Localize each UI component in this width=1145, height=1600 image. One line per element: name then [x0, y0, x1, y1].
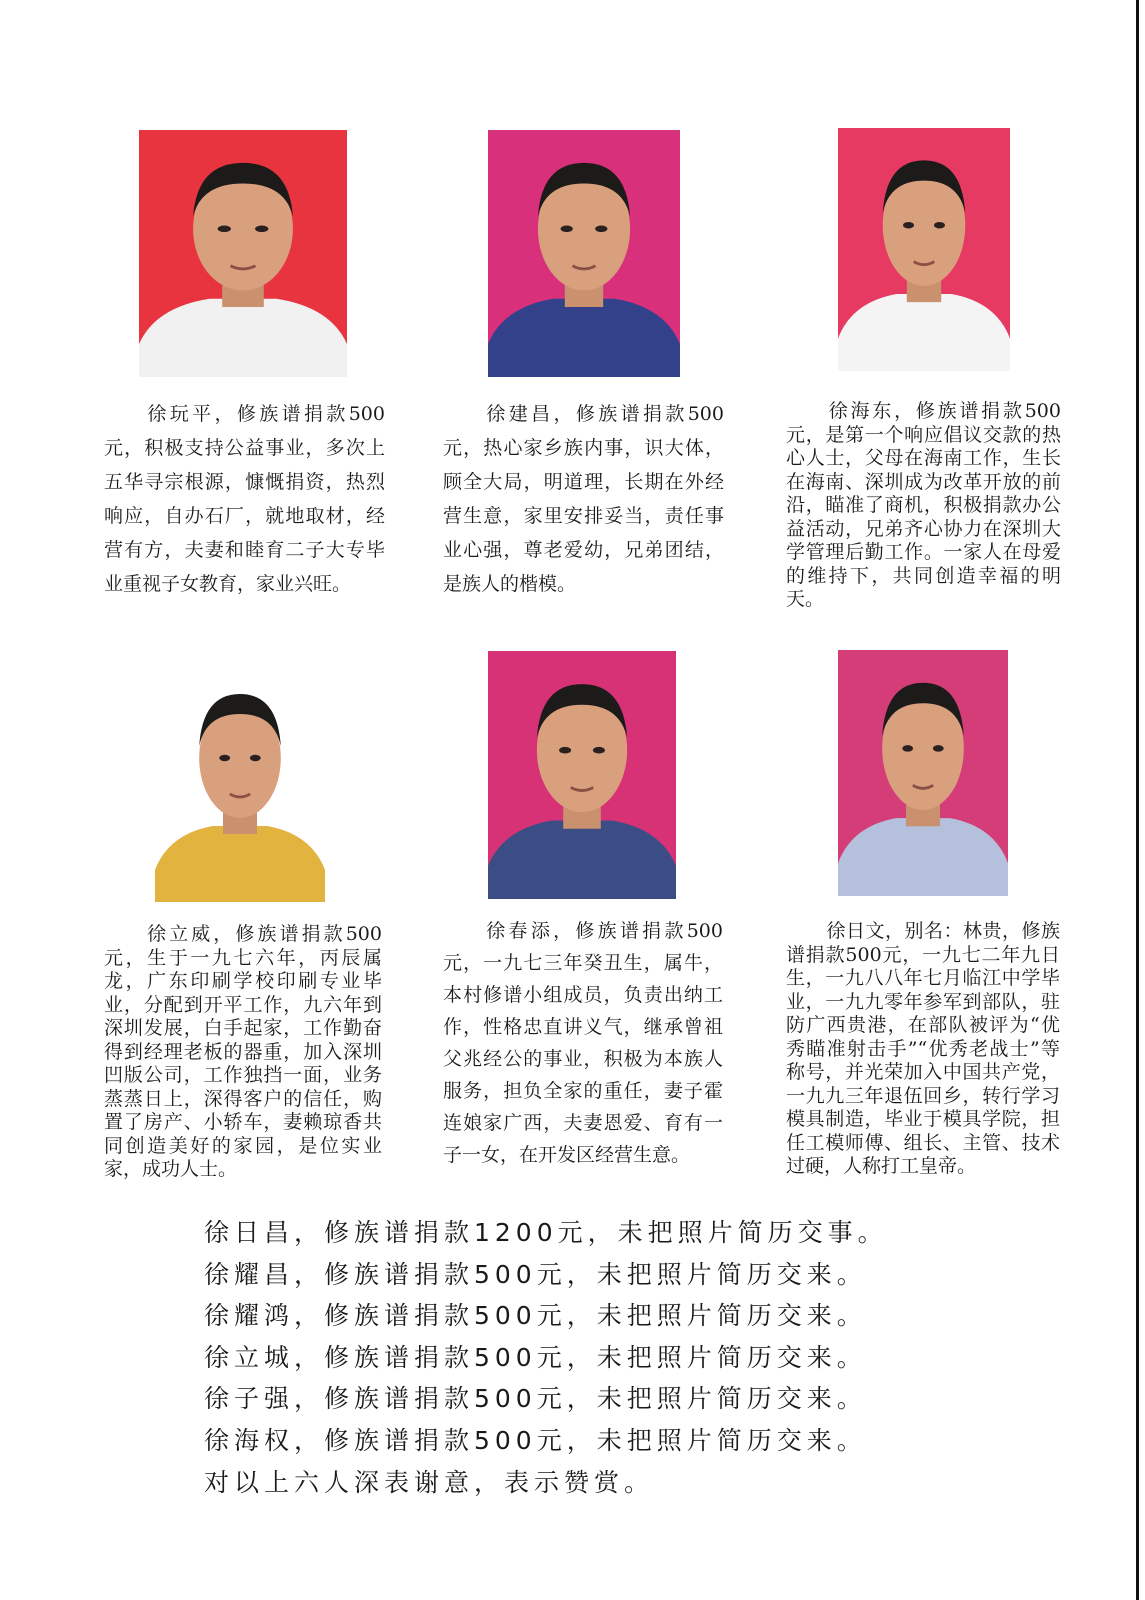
donor-line-2: 徐耀昌，修族谱捐款500元，未把照片简历交来。 [204, 1259, 867, 1289]
thanks-line: 对以上六人深表谢意，表示赞赏。 [204, 1467, 655, 1497]
donor-line-4: 徐立城，修族谱捐款500元，未把照片简历交来。 [204, 1342, 867, 1372]
bio-text-1: 徐玩平，修族谱捐款500元，积极支持公益事业，多次上五华寻宗根源，慷慨捐资，热烈响应，自办石厂，就地取材，经营有方，夫妻和睦育二子大专毕业重视子女教育，家业兴旺。 [104, 403, 385, 595]
donor-line-3: 徐耀鸿，修族谱捐款500元，未把照片简历交来。 [204, 1301, 867, 1331]
portrait-photo-6 [838, 650, 1008, 896]
donor-line-1: 徐日昌，修族谱捐款1200元，未把照片简历交事。 [204, 1218, 888, 1247]
portrait-photo-3 [838, 128, 1010, 371]
bio-text-3: 徐海东，修族谱捐款500元，是第一个响应倡议交款的热心人士，父母在海南工作，生长在海南、深圳成为改革开放的前沿，瞄准了商机，积极捐款办公益活动，兄弟齐心协力在深圳大学管理后勤工作。一家人在母爱的维持下，共同创造幸福的明天。 [786, 400, 1061, 610]
portrait-photo-2 [488, 130, 680, 377]
bio-text-6: 徐日文，别名：林贵，修族谱捐款500元，一九七二年九日生，一九八八年七月临江中学毕业，一九九零年参军到部队，驻防广西贵港，在部队被评为“优秀瞄准射击手”“优秀老战士”等称号，并光荣加入中国共产党，一九九三年退伍回乡，转行学习模具制造，毕业于模具学院，担任工模师傅、组长、主管、技术过硬，人称打工皇帝。 [786, 920, 1060, 1177]
bio-text-4: 徐立威，修族谱捐款500元，生于一九七六年，丙辰属龙，广东印刷学校印刷专业毕业，分配到开平工作，九六年到深圳发展，白手起家，工作勤奋得到经理老板的器重，加入深圳凹版公司，工作独挡一面，业务蒸蒸日上，深得客户的信任，购置了房产、小轿车，妻赖琼香共同创造美好的家园，是位实业家，成功人士。 [104, 923, 382, 1180]
portrait-photo-4 [155, 662, 325, 902]
portrait-photo-5 [488, 651, 676, 899]
donor-list-without-photos [204, 1212, 888, 1503]
bio-text-5: 徐春添，修族谱捐款500元，一九七三年癸丑生，属牛，本村修谱小组成员，负责出纳工作，性格忠直讲义气，继承曾祖父兆经公的事业，积极为本族人服务，担负全家的重任，妻子霍连娘家广西，夫妻恩爱、育有一子一女，在开发区经营生意。 [443, 920, 723, 1166]
portrait-photo-1 [139, 130, 347, 377]
donor-line-5: 徐子强，修族谱捐款500元，未把照片简历交来。 [204, 1384, 867, 1414]
bio-text-2: 徐建昌，修族谱捐款500元，热心家乡族内事，识大体，顾全大局，明道理，长期在外经营生意，家里安排妥当，责任事业心强，尊老爱幼，兄弟团结，是族人的楷模。 [443, 403, 724, 595]
scan-edge-line [1136, 0, 1139, 1600]
donor-line-6: 徐海权，修族谱捐款500元，未把照片简历交来。 [204, 1425, 867, 1455]
